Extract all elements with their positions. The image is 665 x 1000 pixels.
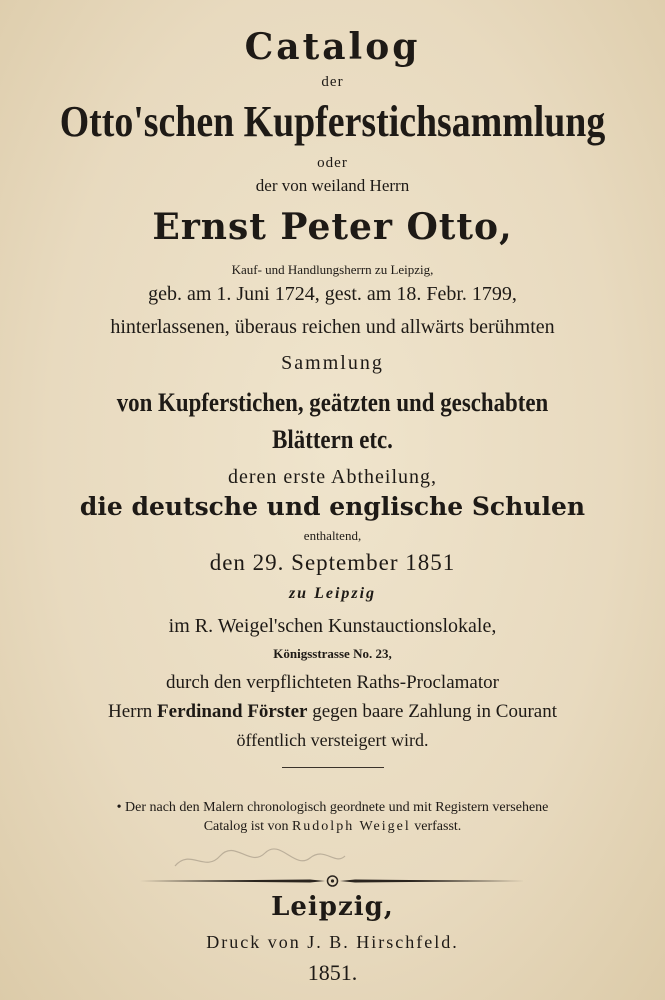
hinterlassen-line: hinterlassenen, überaus reichen und allwärts berühmten <box>110 316 555 338</box>
auctioneer-pre: Herrn <box>107 701 158 722</box>
schulen-line: die deutsche und englische Schulen <box>79 492 586 521</box>
note-line-1: • Der nach den Malern chronologisch geordnete und mit Registern versehene <box>116 800 549 815</box>
life-dates: geb. am 1. Juni 1724, gest. am 18. Febr. 1799, <box>148 283 517 305</box>
oder-line: oder <box>317 155 348 171</box>
kupferstichen-line: von Kupferstichen, geätzten und geschabten <box>116 388 549 417</box>
imprint-year: 1851. <box>307 960 358 985</box>
abtheilung-line: deren erste Abtheilung, <box>227 466 438 488</box>
note-line-2 <box>0 819 665 835</box>
imprint-printer: Druck von J. B. Hirschfeld. <box>206 932 459 952</box>
note-pre: Catalog ist von <box>203 819 292 834</box>
ornament-rule <box>140 874 525 888</box>
pencil-scribble <box>170 838 350 878</box>
note-author: Rudolph Weigel <box>291 819 411 834</box>
occupation-line: Kauf- und Handlungsherrn zu Leipzig, <box>231 262 434 277</box>
note-post: verfasst. <box>410 819 462 834</box>
der-line: der <box>321 74 344 90</box>
auctioneer-line <box>0 701 665 723</box>
catalog-heading: Catalog <box>244 26 421 68</box>
blaettern-line: Blättern etc. <box>272 425 393 454</box>
auction-date: den 29. September 1851 <box>209 550 456 575</box>
sammlung-line: Sammlung <box>281 352 384 374</box>
imprint-city: Leipzig, <box>271 892 394 922</box>
auctioneer-name: Ferdinand Förster <box>157 701 308 722</box>
auction-address: Königsstrasse No. 23, <box>273 646 392 661</box>
oeffentlich-line: öffentlich versteigert wird. <box>236 730 429 750</box>
enthaltend-line: enthaltend, <box>303 528 362 543</box>
proclamator-line: durch den verpflichteten Raths-Proclamator <box>166 672 499 693</box>
auction-place: zu Leipzig <box>288 585 377 602</box>
collection-title: Otto'schen Kupferstichsammlung <box>59 97 606 146</box>
auctioneer-post: gegen baare Zahlung in Courant <box>307 701 558 722</box>
auction-venue: im R. Weigel'schen Kunstauctionslokale, <box>168 615 497 637</box>
divider-rule <box>282 767 384 768</box>
collector-name: Ernst Peter Otto, <box>152 206 513 248</box>
weiland-line: der von weiland Herrn <box>255 176 410 195</box>
